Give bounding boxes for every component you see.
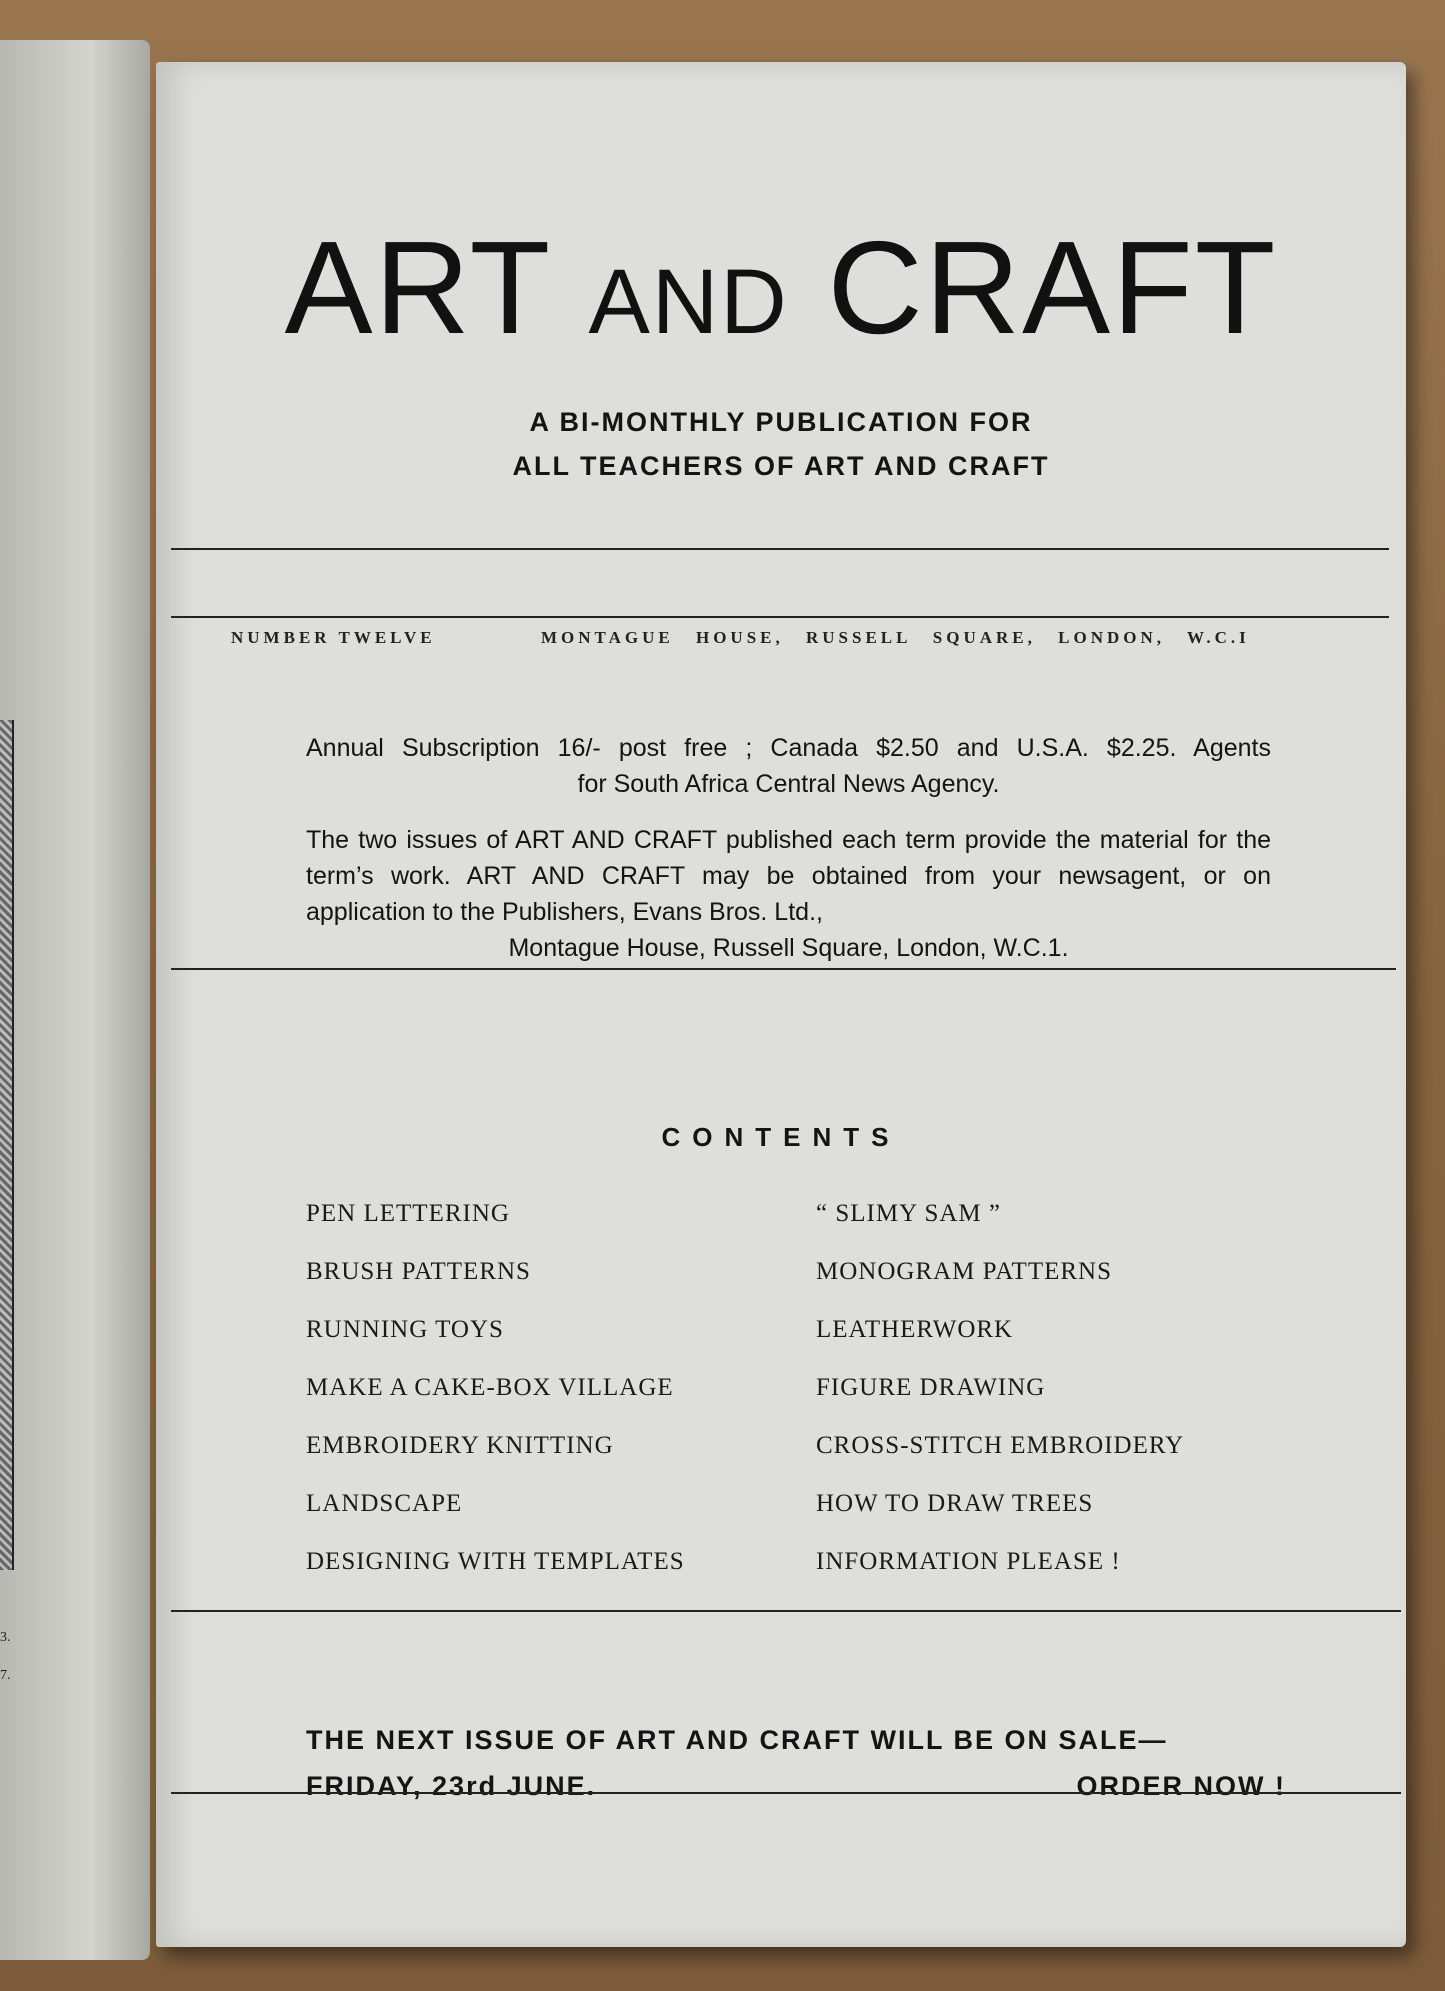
next-issue-date: FRIDAY, 23rd JUNE. xyxy=(306,1771,597,1801)
left-page-fragment-1: 3. xyxy=(0,1630,11,1645)
rule-middle xyxy=(171,968,1396,970)
contents-item: HOW TO DRAW TREES xyxy=(816,1490,1094,1517)
contents-item: CROSS-STITCH EMBROIDERY xyxy=(816,1432,1185,1459)
contents-item: RUNNING TOYS xyxy=(306,1316,504,1343)
contents-item: INFORMATION PLEASE ! xyxy=(816,1548,1121,1575)
left-page xyxy=(0,40,150,1960)
contents-column-left xyxy=(306,1200,685,1606)
title-art: ART xyxy=(284,214,550,361)
rule-lower xyxy=(171,1610,1401,1612)
publication-note: The two issues of ART AND CRAFT published each term provide the material for the term’s work. ART AND CRAFT may be obtained from your newsagent, or on application to the Publishers, Evans Bros. Ltd., xyxy=(306,826,1271,926)
subscription-info xyxy=(306,730,1271,986)
next-issue-notice xyxy=(306,1717,1286,1809)
contents-item: BRUSH PATTERNS xyxy=(306,1258,531,1285)
contents-item: EMBROIDERY KNITTING xyxy=(306,1432,614,1459)
contents-item: PEN LETTERING xyxy=(306,1200,510,1227)
contents-column-right xyxy=(816,1200,1184,1606)
rule-masthead xyxy=(171,616,1389,618)
subtitle-line-2: ALL TEACHERS OF ART AND CRAFT xyxy=(512,451,1050,481)
subscription-line-1: Annual Subscription 16/- post free ; Canada $2.50 and U.S.A. $2.25. Agents xyxy=(306,734,1271,762)
contents-item: MONOGRAM PATTERNS xyxy=(816,1258,1112,1285)
rule-bottom xyxy=(171,1792,1401,1794)
publisher-address-line: Montague House, Russell Square, London, W.C.1. xyxy=(508,934,1069,962)
title-and: AND xyxy=(588,251,789,353)
contents-item: DESIGNING WITH TEMPLATES xyxy=(306,1548,685,1575)
publisher-address: MONTAGUE HOUSE, RUSSELL SQUARE, LONDON, W.C.I xyxy=(541,628,1250,647)
next-issue-line: THE NEXT ISSUE OF ART AND CRAFT WILL BE ON SALE— xyxy=(306,1725,1168,1755)
contents-item: LEATHERWORK xyxy=(816,1316,1014,1343)
subscription-line-2: for South Africa Central News Agency. xyxy=(577,770,1000,798)
contents-item: “ SLIMY SAM ” xyxy=(816,1200,1001,1227)
title-craft: CRAFT xyxy=(827,214,1278,361)
magazine-page xyxy=(156,62,1406,1947)
masthead-title xyxy=(156,214,1406,361)
left-page-fragment-2: 7. xyxy=(0,1668,11,1683)
subtitle-line-1: A BI-MONTHLY PUBLICATION FOR xyxy=(529,407,1033,437)
left-page-illustration xyxy=(0,720,14,1570)
contents-item: LANDSCAPE xyxy=(306,1490,463,1517)
contents-item: FIGURE DRAWING xyxy=(816,1374,1046,1401)
subtitle xyxy=(156,400,1406,488)
issue-number: NUMBER TWELVE xyxy=(231,628,436,647)
order-now: ORDER NOW ! xyxy=(1076,1771,1286,1801)
rule-top xyxy=(171,548,1389,550)
contents-item: MAKE A CAKE-BOX VILLAGE xyxy=(306,1374,674,1401)
contents-heading: CONTENTS xyxy=(661,1122,901,1152)
